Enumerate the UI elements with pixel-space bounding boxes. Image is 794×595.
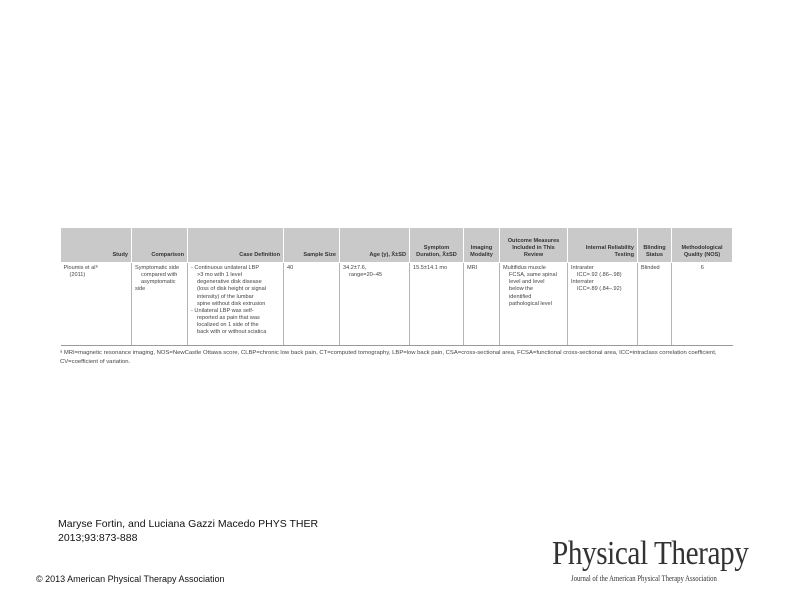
cell-outcome-measures <box>500 263 568 346</box>
cell-blinding: Blinded <box>638 263 672 346</box>
cell-line: ICC=.92 (.86–.98) <box>577 272 622 279</box>
header-study: Study <box>61 228 132 263</box>
cell-line: localized on 1 side of the <box>197 322 259 329</box>
cell-line: pathological level <box>509 300 552 307</box>
cell-line: degenerative disk disease <box>197 279 262 286</box>
cell-line: Multifidus muscle <box>503 265 546 271</box>
cell-sample-size: 40 <box>284 263 340 346</box>
cell-line: range=20–45 <box>349 272 383 279</box>
header-age: Age (y), X̄±SD <box>340 228 410 263</box>
cell-line: FCSA, same spinal <box>509 272 557 279</box>
header-quality: Methodological Quality (NOS) <box>672 228 733 263</box>
cell-study <box>61 263 132 346</box>
cell-age <box>340 263 410 346</box>
cell-line: - Unilateral LBP was self- <box>191 307 254 314</box>
table-header-row <box>61 228 733 263</box>
header-reliability: Internal Reliability Testing <box>568 228 638 263</box>
cell-symptom-duration: 15.5±14.1 mo <box>410 263 464 346</box>
cell-line: - Continuous unilateral LBP <box>191 265 260 271</box>
header-outcome-measures: Outcome Measures Included in This Review <box>500 228 568 263</box>
cell-line: reported as pain that was <box>197 315 260 322</box>
cell-line: ICC=.89 (.84–.92) <box>577 286 622 293</box>
header-case-definition: Case Definition <box>188 228 284 263</box>
cell-line: Ploumis et al⁸ <box>63 265 98 271</box>
cell-line: back with or without sciatica <box>197 329 267 336</box>
cell-line: intensity) of the lumbar <box>197 293 254 300</box>
cell-line: spine without disk extrusion <box>197 300 266 307</box>
cell-reliability <box>568 263 638 346</box>
cell-line: asymptomatic <box>141 279 176 286</box>
cell-line: (loss of disk height or signal <box>197 286 267 293</box>
cell-line: level and level <box>509 279 545 286</box>
header-imaging-modality: Imaging Modality <box>464 228 500 263</box>
cell-line: identified <box>509 293 532 300</box>
copyright-notice: © 2013 American Physical Therapy Association <box>36 574 225 584</box>
cell-line: side <box>135 286 146 293</box>
logo-title: Physical Therapy <box>552 535 749 572</box>
cell-line: Symptomatic side <box>135 265 180 271</box>
cell-line: (2011) <box>69 272 86 279</box>
journal-logo <box>552 535 784 588</box>
cell-imaging-modality: MRI <box>464 263 500 346</box>
data-table-container <box>60 227 732 346</box>
header-blinding: Blinding Status <box>638 228 672 263</box>
table-footnote: ᵃ MRI=magnetic resonance imaging, NOS=NewCastle Ottawa score, CLBP=chronic low back pain, CT=computed tomography, LBP=low back pain, CSA=cross-sectional area, FCSA=functional cross-sectional area, ICC=intraclass correlation coefficient, CV=coefficient of variation. <box>60 350 717 365</box>
cell-quality: 6 <box>672 263 733 346</box>
cell-comparison <box>132 263 188 346</box>
citation-reference: 2013;93:873-888 <box>58 531 138 544</box>
logo-subtitle: Journal of the American Physical Therapy Association <box>571 573 717 583</box>
study-table <box>60 227 733 346</box>
cell-line: compared with <box>141 272 178 279</box>
cell-line: Interrater <box>571 279 594 286</box>
header-sample-size: Sample Size <box>284 228 340 263</box>
cell-line: below the <box>509 286 533 293</box>
citation-authors: Maryse Fortin, and Luciana Gazzi Macedo PHYS THER <box>58 518 319 530</box>
cell-case-definition <box>188 263 284 346</box>
cell-line: 34.2±7.6, <box>343 265 367 271</box>
header-comparison: Comparison <box>132 228 188 263</box>
citation <box>58 518 398 545</box>
header-symptom-duration: Symptom Duration, X̄±SD <box>410 228 464 263</box>
cell-line: Intrarater <box>571 265 594 271</box>
table-row <box>61 263 733 346</box>
cell-line: >3 mo with 1 level <box>197 272 242 279</box>
